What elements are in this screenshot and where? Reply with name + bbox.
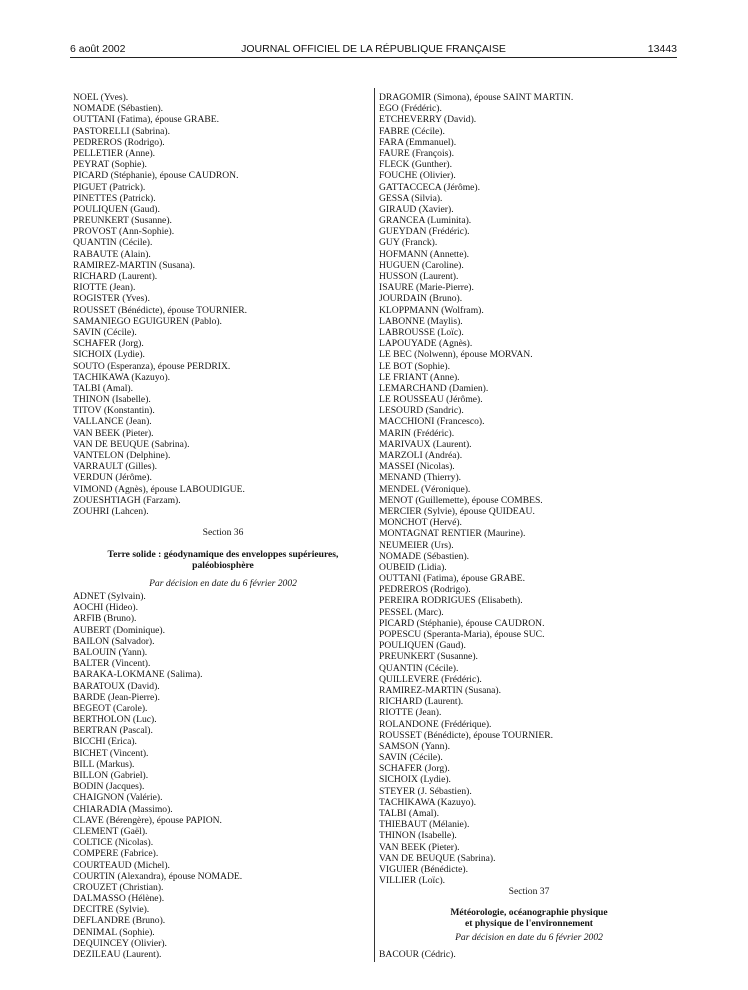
list-item: ISAURE (Marie-Pierre). [379, 282, 474, 294]
list-item: BICHET (Vincent). [73, 747, 149, 759]
list-item: MARIN (Frédéric). [379, 427, 455, 439]
list-item: BARAKA-LOKMANE (Salima). [73, 669, 203, 681]
list-item: MONCHOT (Hervé). [379, 517, 462, 529]
list-item: BARATOUX (David). [73, 680, 160, 692]
column-separator [374, 88, 375, 962]
list-item: RAMIREZ-MARTIN (Susana). [379, 684, 501, 696]
list-item: DALMASSO (Hélène). [73, 893, 165, 905]
list-item: PEYRAT (Sophie). [73, 159, 147, 171]
list-item: BILLON (Gabriel). [73, 770, 149, 781]
list-item: PESSEL (Marc). [379, 606, 444, 618]
list-item: GUY (Franck). [379, 237, 438, 249]
list-item: POULIQUEN (Gaud). [73, 203, 160, 215]
list-item: ROUSSET (Bénédicte), épouse TOURNIER. [73, 304, 248, 316]
list-item: OUTTANI (Fatima), épouse GRABE. [379, 573, 526, 585]
list-item: MENOT (Guillemette), épouse COMBES. [379, 494, 543, 506]
list-item: PEREIRA RODRIGUES (Elisabeth). [379, 595, 523, 607]
list-item: BICCHI (Erica). [73, 736, 137, 748]
header-rule [70, 57, 677, 58]
right-column-names-bottom [379, 949, 456, 960]
list-item: GESSA (Silvia). [379, 192, 443, 204]
list-item: AUBERT (Dominique). [73, 624, 165, 636]
section-36-heading [73, 527, 373, 589]
list-item: TACHIKAWA (Kazuyo). [73, 371, 171, 383]
list-item: RABAUTE (Alain). [73, 248, 151, 260]
list-item: VILLIER (Loïc). [379, 875, 446, 887]
list-item: BARDE (Jean-Pierre). [73, 691, 160, 703]
list-item: LE BOT (Sophie). [379, 360, 450, 372]
list-item: LABROUSSE (Loïc). [379, 326, 464, 338]
page-number: 13443 [647, 43, 677, 55]
list-item: JOURDAIN (Bruno). [379, 293, 463, 305]
list-item: MARIVAUX (Laurent). [379, 438, 472, 450]
list-item: DRAGOMIR (Simona), épouse SAINT MARTIN. [379, 92, 574, 103]
list-item: RICHARD (Laurent). [379, 696, 464, 708]
list-item: COLTICE (Nicolas). [73, 837, 154, 849]
list-item: VIMOND (Agnès), épouse LABOUDIGUE. [73, 483, 245, 495]
list-item: VAN DE BEUQUE (Sabrina). [73, 438, 190, 450]
list-item: CHIARADIA (Massimo). [73, 803, 173, 815]
list-item: PROVOST (Ann-Sophie). [73, 226, 175, 238]
list-item: LE FRIANT (Anne). [379, 371, 460, 383]
list-item: BILL (Markus). [73, 758, 135, 770]
list-item: FOUCHE (Olivier). [379, 170, 456, 182]
list-item: PIGUET (Patrick). [73, 181, 146, 193]
list-item: COMPERE (Fabrice). [73, 848, 159, 860]
list-item: POULIQUEN (Gaud). [379, 640, 466, 652]
section-37-heading [379, 886, 679, 943]
list-item: ROLANDONE (Frédérique). [379, 718, 492, 730]
list-item: LE BEC (Nolwenn), épouse MORVAN. [379, 349, 533, 361]
list-item: PASTORELLI (Sabrina). [73, 125, 171, 137]
list-item: VARRAULT (Gilles). [73, 461, 158, 473]
list-item: VAN DE BEUQUE (Sabrina). [379, 852, 496, 864]
section-37-label: Section 37 [508, 886, 550, 897]
list-item: AOCHI (Hideo). [73, 602, 139, 614]
list-item: ETCHEVERRY (David). [379, 114, 477, 126]
list-item: PREUNKERT (Susanne). [379, 651, 478, 663]
section-36-decision: Par décision en date du 6 février 2002 [149, 578, 297, 590]
list-item: SCHAFER (Jorg). [379, 763, 450, 775]
list-item: CLAVE (Bérengère), épouse PAPION. [73, 814, 222, 826]
list-item: RAMIREZ-MARTIN (Susana). [73, 259, 195, 271]
list-item: ARFIB (Bruno). [73, 613, 137, 625]
list-item: TALBI (Amal). [73, 382, 133, 394]
list-item: PINETTES (Patrick). [73, 192, 156, 204]
list-item: PREUNKERT (Susanne). [73, 215, 172, 227]
list-item: PEDREROS (Rodrigo). [379, 584, 471, 596]
list-item: GIRAUD (Xavier). [379, 203, 454, 215]
section-37-title-line2: et physique de l'environnement [464, 918, 594, 930]
list-item: PICARD (Stéphanie), épouse CAUDRON. [379, 617, 545, 629]
list-item: GUEYDAN (Frédéric). [379, 226, 470, 238]
list-item: ZOUHRI (Lahcen). [73, 505, 149, 517]
list-item: THINON (Isabelle). [73, 394, 151, 406]
section-37-title-line1: Météorologie, océanographie physique [450, 907, 608, 918]
list-item: BERTRAN (Pascal). [73, 725, 153, 737]
list-item: QUANTIN (Cécile). [379, 662, 459, 674]
list-item: TITOV (Konstantin). [73, 405, 155, 417]
list-item: MONTAGNAT RENTIER (Maurine). [379, 528, 526, 540]
list-item: POPESCU (Speranta-Maria), épouse SUC. [379, 629, 545, 640]
list-item: PELLETIER (Anne). [73, 147, 156, 159]
list-item: THIEBAUT (Mélanie). [379, 819, 470, 831]
list-item: DEZILEAU (Laurent). [73, 949, 162, 960]
list-item: DEQUINCEY (Olivier). [73, 937, 167, 949]
list-item: TACHIKAWA (Kazuyo). [379, 796, 477, 808]
list-item: ZOUESHTIAGH (Farzam). [73, 494, 181, 506]
list-item: NOEL (Yves). [73, 92, 129, 103]
list-item: SCHAFER (Jorg). [73, 338, 144, 350]
section-36-title-line1: Terre solide : géodynamique des enveloppes supérieures, [107, 549, 339, 560]
list-item: FABRE (Cécile). [379, 125, 445, 137]
list-item: FARA (Emmanuel). [379, 136, 457, 148]
list-item: SAMSON (Yann). [379, 740, 450, 752]
list-item: SAVIN (Cécile). [73, 326, 137, 338]
list-item: GRANCEA (Luminita). [379, 215, 472, 227]
list-item: MACCHIONI (Francesco). [379, 416, 485, 428]
list-item: SAVIN (Cécile). [379, 752, 443, 764]
list-item: BODIN (Jacques). [73, 781, 145, 793]
list-item: ROGISTER (Yves). [73, 293, 150, 305]
list-item: NEUMEIER (Urs). [379, 539, 454, 551]
left-column-names-bottom [73, 591, 242, 960]
list-item: VAN BEEK (Pieter). [73, 427, 154, 439]
list-item: DEFLANDRE (Bruno). [73, 915, 166, 927]
list-item: PICARD (Stéphanie), épouse CAUDRON. [73, 170, 239, 182]
list-item: ADNET (Sylvain). [73, 591, 146, 602]
list-item: BEGEOT (Carole). [73, 702, 148, 714]
list-item: VAN BEEK (Pieter). [379, 841, 460, 853]
section-36-label: Section 36 [202, 527, 244, 538]
list-item: GATTACCECA (Jérôme). [379, 181, 481, 193]
list-item: SAMANIEGO EGUIGUREN (Pablo). [73, 315, 222, 327]
list-item: VANTELON (Delphine). [73, 450, 171, 461]
section-36-title-line2: paléobiosphère [192, 560, 254, 572]
list-item: MERCIER (Sylvie), épouse QUIDEAU. [379, 505, 535, 517]
list-item: LESOURD (Sandric). [379, 405, 464, 417]
list-item: CHAIGNON (Valérie). [73, 792, 163, 804]
list-item: DECITRE (Sylvie). [73, 904, 150, 916]
list-item: NOMADE (Sébastien). [73, 103, 164, 115]
list-item: PEDREROS (Rodrigo). [73, 136, 165, 148]
list-item: BERTHOLON (Luc). [73, 714, 157, 726]
list-item: BALOUIN (Yann). [73, 646, 148, 658]
list-item: FAURE (François). [379, 147, 454, 159]
list-item: SICHOIX (Lydie). [73, 349, 145, 361]
list-item: ROUSSET (Bénédicte), épouse TOURNIER. [379, 729, 554, 741]
list-item: HUGUEN (Caroline). [379, 259, 464, 271]
list-item: HOFMANN (Annette). [379, 248, 470, 260]
section-37-decision: Par décision en date du 6 février 2002 [455, 932, 603, 944]
list-item: COURTIN (Alexandra), épouse NOMADE. [73, 870, 243, 882]
list-item: OUTTANI (Fatima), épouse GRABE. [73, 114, 220, 126]
list-item: LE ROUSSEAU (Jérôme). [379, 394, 483, 406]
left-column-names-top [73, 92, 247, 517]
list-item: LAPOUYADE (Agnès). [379, 338, 473, 350]
list-item: VALLANCE (Jean). [73, 416, 152, 428]
list-item: MENDEL (Véronique). [379, 483, 471, 495]
list-item: RIOTTE (Jean). [73, 282, 136, 294]
list-item: MASSEI (Nicolas). [379, 461, 455, 473]
list-item: NOMADE (Sébastien). [379, 550, 470, 562]
list-item: TALBI (Amal). [379, 808, 439, 819]
list-item: VIGUIER (Bénédicte). [379, 863, 468, 875]
list-item: DENIMAL (Sophie). [73, 926, 155, 938]
list-item: BACOUR (Cédric). [379, 949, 456, 960]
right-column-names-top [379, 92, 573, 886]
list-item: THINON (Isabelle). [379, 830, 457, 842]
list-item: EGO (Frédéric). [379, 103, 442, 115]
list-item: OUBEID (Lidia). [379, 561, 447, 573]
list-item: QUANTIN (Cécile). [73, 237, 153, 249]
list-item: RICHARD (Laurent). [73, 271, 158, 282]
journal-title: JOURNAL OFFICIEL DE LA RÉPUBLIQUE FRANÇAISE [241, 43, 506, 55]
list-item: CLEMENT (Gaël). [73, 825, 148, 837]
page-header [70, 43, 677, 57]
list-item: QUILLEVERE (Frédéric). [379, 673, 482, 685]
list-item: HUSSON (Laurent). [379, 271, 459, 282]
list-item: BALTER (Vincent). [73, 658, 151, 670]
list-item: SOUTO (Esperanza), épouse PERDRIX. [73, 360, 231, 372]
list-item: STEYER (J. Sébastien). [379, 785, 472, 797]
list-item: SICHOIX (Lydie). [379, 774, 451, 786]
list-item: LEMARCHAND (Damien). [379, 382, 489, 394]
list-item: MENAND (Thierry). [379, 472, 462, 484]
list-item: VERDUN (Jérôme). [73, 472, 152, 484]
issue-date: 6 août 2002 [70, 43, 126, 55]
list-item: BAILON (Salvador). [73, 635, 155, 647]
list-item: CROUZET (Christian). [73, 881, 164, 893]
list-item: COURTEAUD (Michel). [73, 859, 170, 871]
list-item: FLECK (Gunther). [379, 159, 453, 171]
list-item: RIOTTE (Jean). [379, 707, 442, 719]
list-item: KLOPPMANN (Wolfram). [379, 304, 484, 316]
list-item: MARZOLI (Andréa). [379, 450, 463, 461]
list-item: LABONNE (Maylis). [379, 315, 463, 327]
